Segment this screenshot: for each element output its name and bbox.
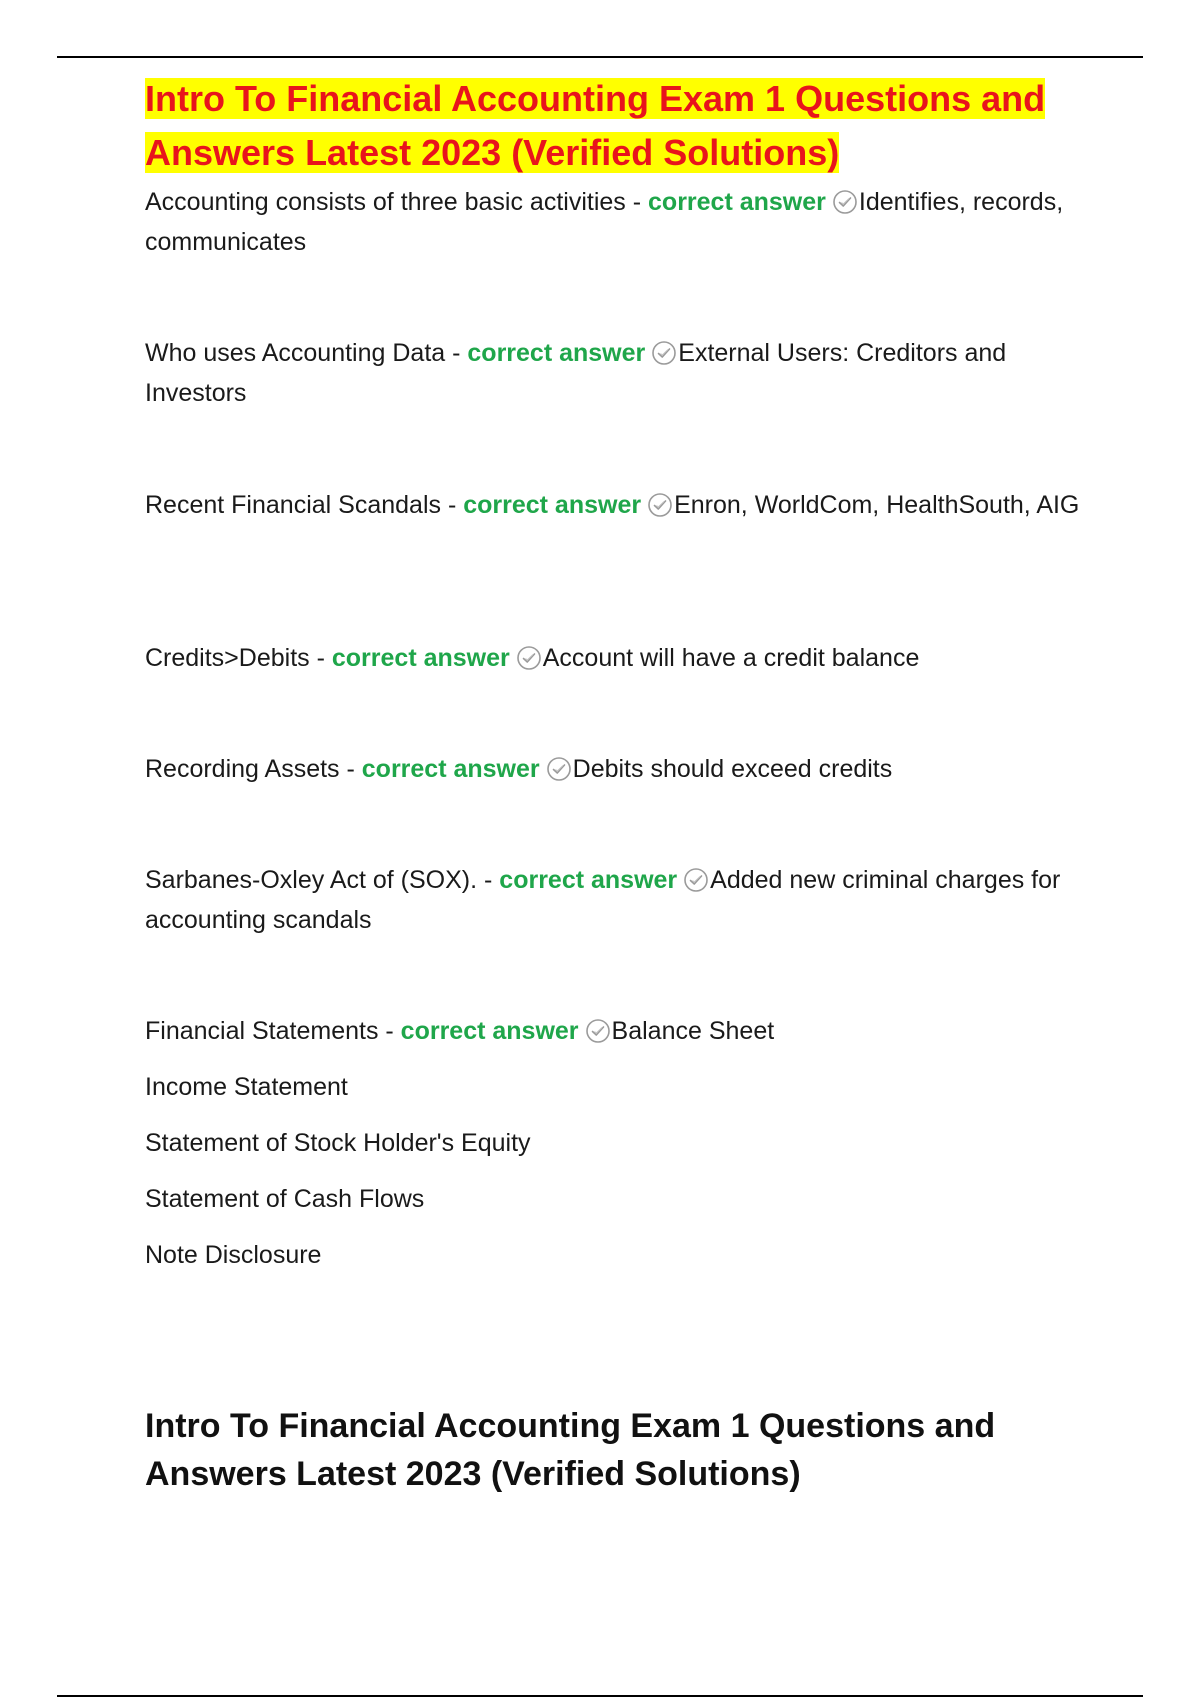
check-circle-icon [651, 340, 677, 366]
qa-item [145, 485, 1105, 525]
question-text: Financial Statements [145, 1017, 379, 1045]
separator: - [445, 339, 468, 367]
answer-label: correct answer [499, 866, 678, 894]
question-text: Accounting consists of three basic activities [145, 188, 626, 216]
qa-item [145, 860, 1105, 940]
check-circle-icon [647, 492, 673, 518]
answer-text: Debits should exceed credits [572, 755, 893, 783]
answer-label: correct answer [331, 644, 510, 672]
title-highlight: Intro To Financial Accounting Exam 1 Questions and Answers Latest 2023 (Verified Solutions) [145, 78, 1046, 173]
answer-text: Enron, WorldCom, HealthSouth, AIG [674, 491, 1080, 519]
check-circle-icon [585, 1018, 611, 1044]
question-text: Credits>Debits [145, 644, 310, 672]
answer-text: Balance Sheet [611, 1017, 775, 1045]
qa-item [145, 333, 1105, 413]
answer-continuation-line: Note Disclosure [145, 1241, 322, 1269]
qa-item [145, 1011, 1105, 1051]
answer-label: correct answer [400, 1017, 579, 1045]
answer-continuation-line: Statement of Stock Holder's Equity [145, 1129, 531, 1157]
answer-continuation-line: Income Statement [145, 1073, 348, 1101]
separator: - [309, 644, 332, 672]
separator: - [339, 755, 362, 783]
check-circle-icon [516, 645, 542, 671]
check-circle-icon [683, 867, 709, 893]
qa-item [145, 638, 1105, 678]
answer-label: correct answer [463, 491, 642, 519]
separator: - [477, 866, 500, 894]
separator: - [441, 491, 464, 519]
answer-label: correct answer [467, 339, 646, 367]
check-circle-icon [546, 756, 572, 782]
question-text: Who uses Accounting Data [145, 339, 446, 367]
qa-item [145, 749, 1105, 789]
question-text: Recording Assets [145, 755, 340, 783]
separator: - [625, 188, 649, 216]
document-title [145, 72, 1105, 180]
answer-text: Identifies, records, communicates [145, 188, 1064, 256]
answer-text: Account will have a credit balance [542, 644, 920, 672]
answer-continuation-line: Statement of Cash Flows [145, 1185, 425, 1213]
check-circle-icon [832, 189, 858, 215]
question-text: Recent Financial Scandals [145, 491, 441, 519]
top-rule [57, 56, 1143, 58]
separator: - [378, 1017, 401, 1045]
question-text: Sarbanes-Oxley Act of (SOX). [145, 866, 478, 894]
answer-text: External Users: Creditors and Investors [145, 339, 1007, 407]
footer-title: Intro To Financial Accounting Exam 1 Questions and Answers Latest 2023 (Verified Solutions) [145, 1407, 996, 1493]
answer-label: correct answer [361, 755, 540, 783]
document-body [145, 72, 1105, 1493]
answer-label: correct answer [648, 188, 826, 216]
answer-text: Added new criminal charges for accounting scandals [145, 866, 1061, 934]
qa-item [145, 182, 1105, 262]
bottom-rule [57, 1695, 1143, 1697]
